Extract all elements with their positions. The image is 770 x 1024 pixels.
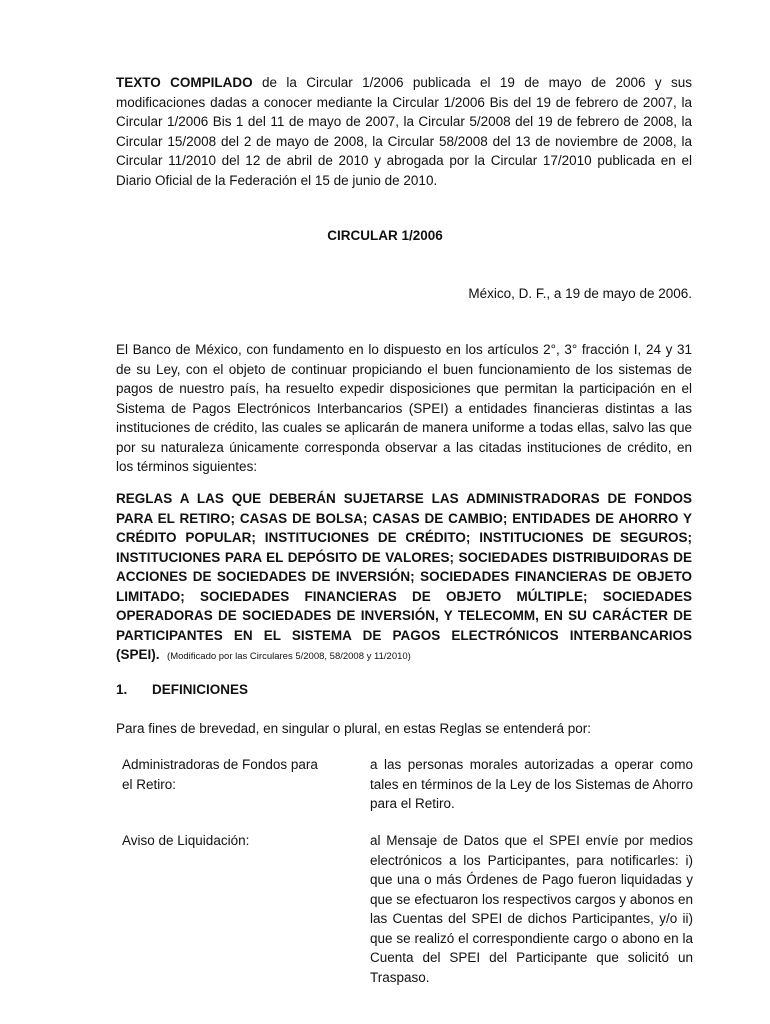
intro-lead: TEXTO COMPILADO — [116, 75, 253, 90]
section-intro: Para fines de brevedad, en singular o plural, en estas Reglas se entenderá por: — [116, 721, 592, 736]
definition-text: al Mensaje de Datos que el SPEI envíe por medios electrónicos a los Participantes, para notificarles: i) que una o más Órdenes de Pago fueron liquidadas y que se efectuaron los respectivos cargos y abonos en las Cuentas del SPEI de dichos Participantes, y/o ii) que se realizó el correspondiente cargo o abono en la Cuenta del SPEI del Participante que solicitó un Traspaso. — [370, 833, 693, 985]
definition-text: a las personas morales autorizadas a operar como tales en términos de la Ley de los Sistemas de Ahorro para el Retiro. — [370, 757, 693, 811]
definition-term: Administradoras de Fondos para el Retiro: — [122, 757, 318, 792]
circular-title: CIRCULAR 1/2006 — [327, 228, 443, 243]
rules-heading-note: (Modificado por las Circulares 5/2008, 58/2008 y 11/2010) — [167, 651, 411, 662]
body-paragraph: El Banco de México, con fundamento en lo dispuesto en los artículos 2°, 3° fracción I, 24 y 31 de su Ley, con el objeto de continuar propiciando el buen funcionamiento de los sistemas de pagos de nuestro país, ha resuelto expedir disposiciones que permitan la participación en el Sistema de Pagos Electrónicos Interbancarios (SPEI) a entidades financieras distintas a las instituciones de crédito, las cuales se aplicarán de manera uniforme a todas ellas, salvo las que por su naturaleza únicamente corresponda observar a las citadas instituciones de crédito, en los términos siguientes: — [116, 342, 692, 474]
rules-heading — [116, 489, 692, 667]
intro-paragraph — [116, 73, 692, 190]
intro-text: de la Circular 1/2006 publicada el 19 de mayo de 2006 y sus modificaciones dadas a conocer mediante la Circular 1/2006 Bis del 19 de febrero de 2007, la Circular 1/2006 Bis 1 del 11 de mayo de 2007, la Circular 5/2008 del 19 de febrero de 2008, la Circular 15/2008 del 2 de mayo de 2008, la Circular 58/2008 del 13 de noviembre de 2008, la Circular 11/2010 del 12 de abril de 2010 y abrogada por la Circular 17/2010 publicada en el Diario Oficial de la Federación el 15 de junio de 2010. — [116, 75, 692, 188]
rules-heading-text: REGLAS A LAS QUE DEBERÁN SUJETARSE LAS ADMINISTRADORAS DE FONDOS PARA EL RETIRO; CASAS DE BOLSA; CASAS DE CAMBIO; ENTIDADES DE AHORRO Y CRÉDITO POPULAR; INSTITUCIONES DE CRÉDITO; INSTITUCIONES DE SEGUROS; INSTITUCIONES PARA EL DEPÓSITO DE VALORES; SOCIEDADES DISTRIBUIDORAS DE ACCIONES DE SOCIEDADES DE INVERSIÓN; SOCIEDADES FINANCIERAS DE OBJETO LIMITADO; SOCIEDADES FINANCIERAS DE OBJETO MÚLTIPLE; SOCIEDADES OPERADORAS DE SOCIEDADES DE INVERSIÓN, Y TELECOMM, EN SU CARÁCTER DE PARTICIPANTES EN EL SISTEMA DE PAGOS ELECTRÓNICOS INTERBANCARIOS (SPEI). — [116, 491, 692, 662]
section-title: DEFINICIONES — [152, 682, 249, 697]
definition-term: Aviso de Liquidación: — [122, 833, 250, 848]
place-date: México, D. F., a 19 de mayo de 2006. — [468, 286, 692, 301]
section-number: 1. — [116, 682, 128, 697]
section-heading — [116, 680, 692, 700]
